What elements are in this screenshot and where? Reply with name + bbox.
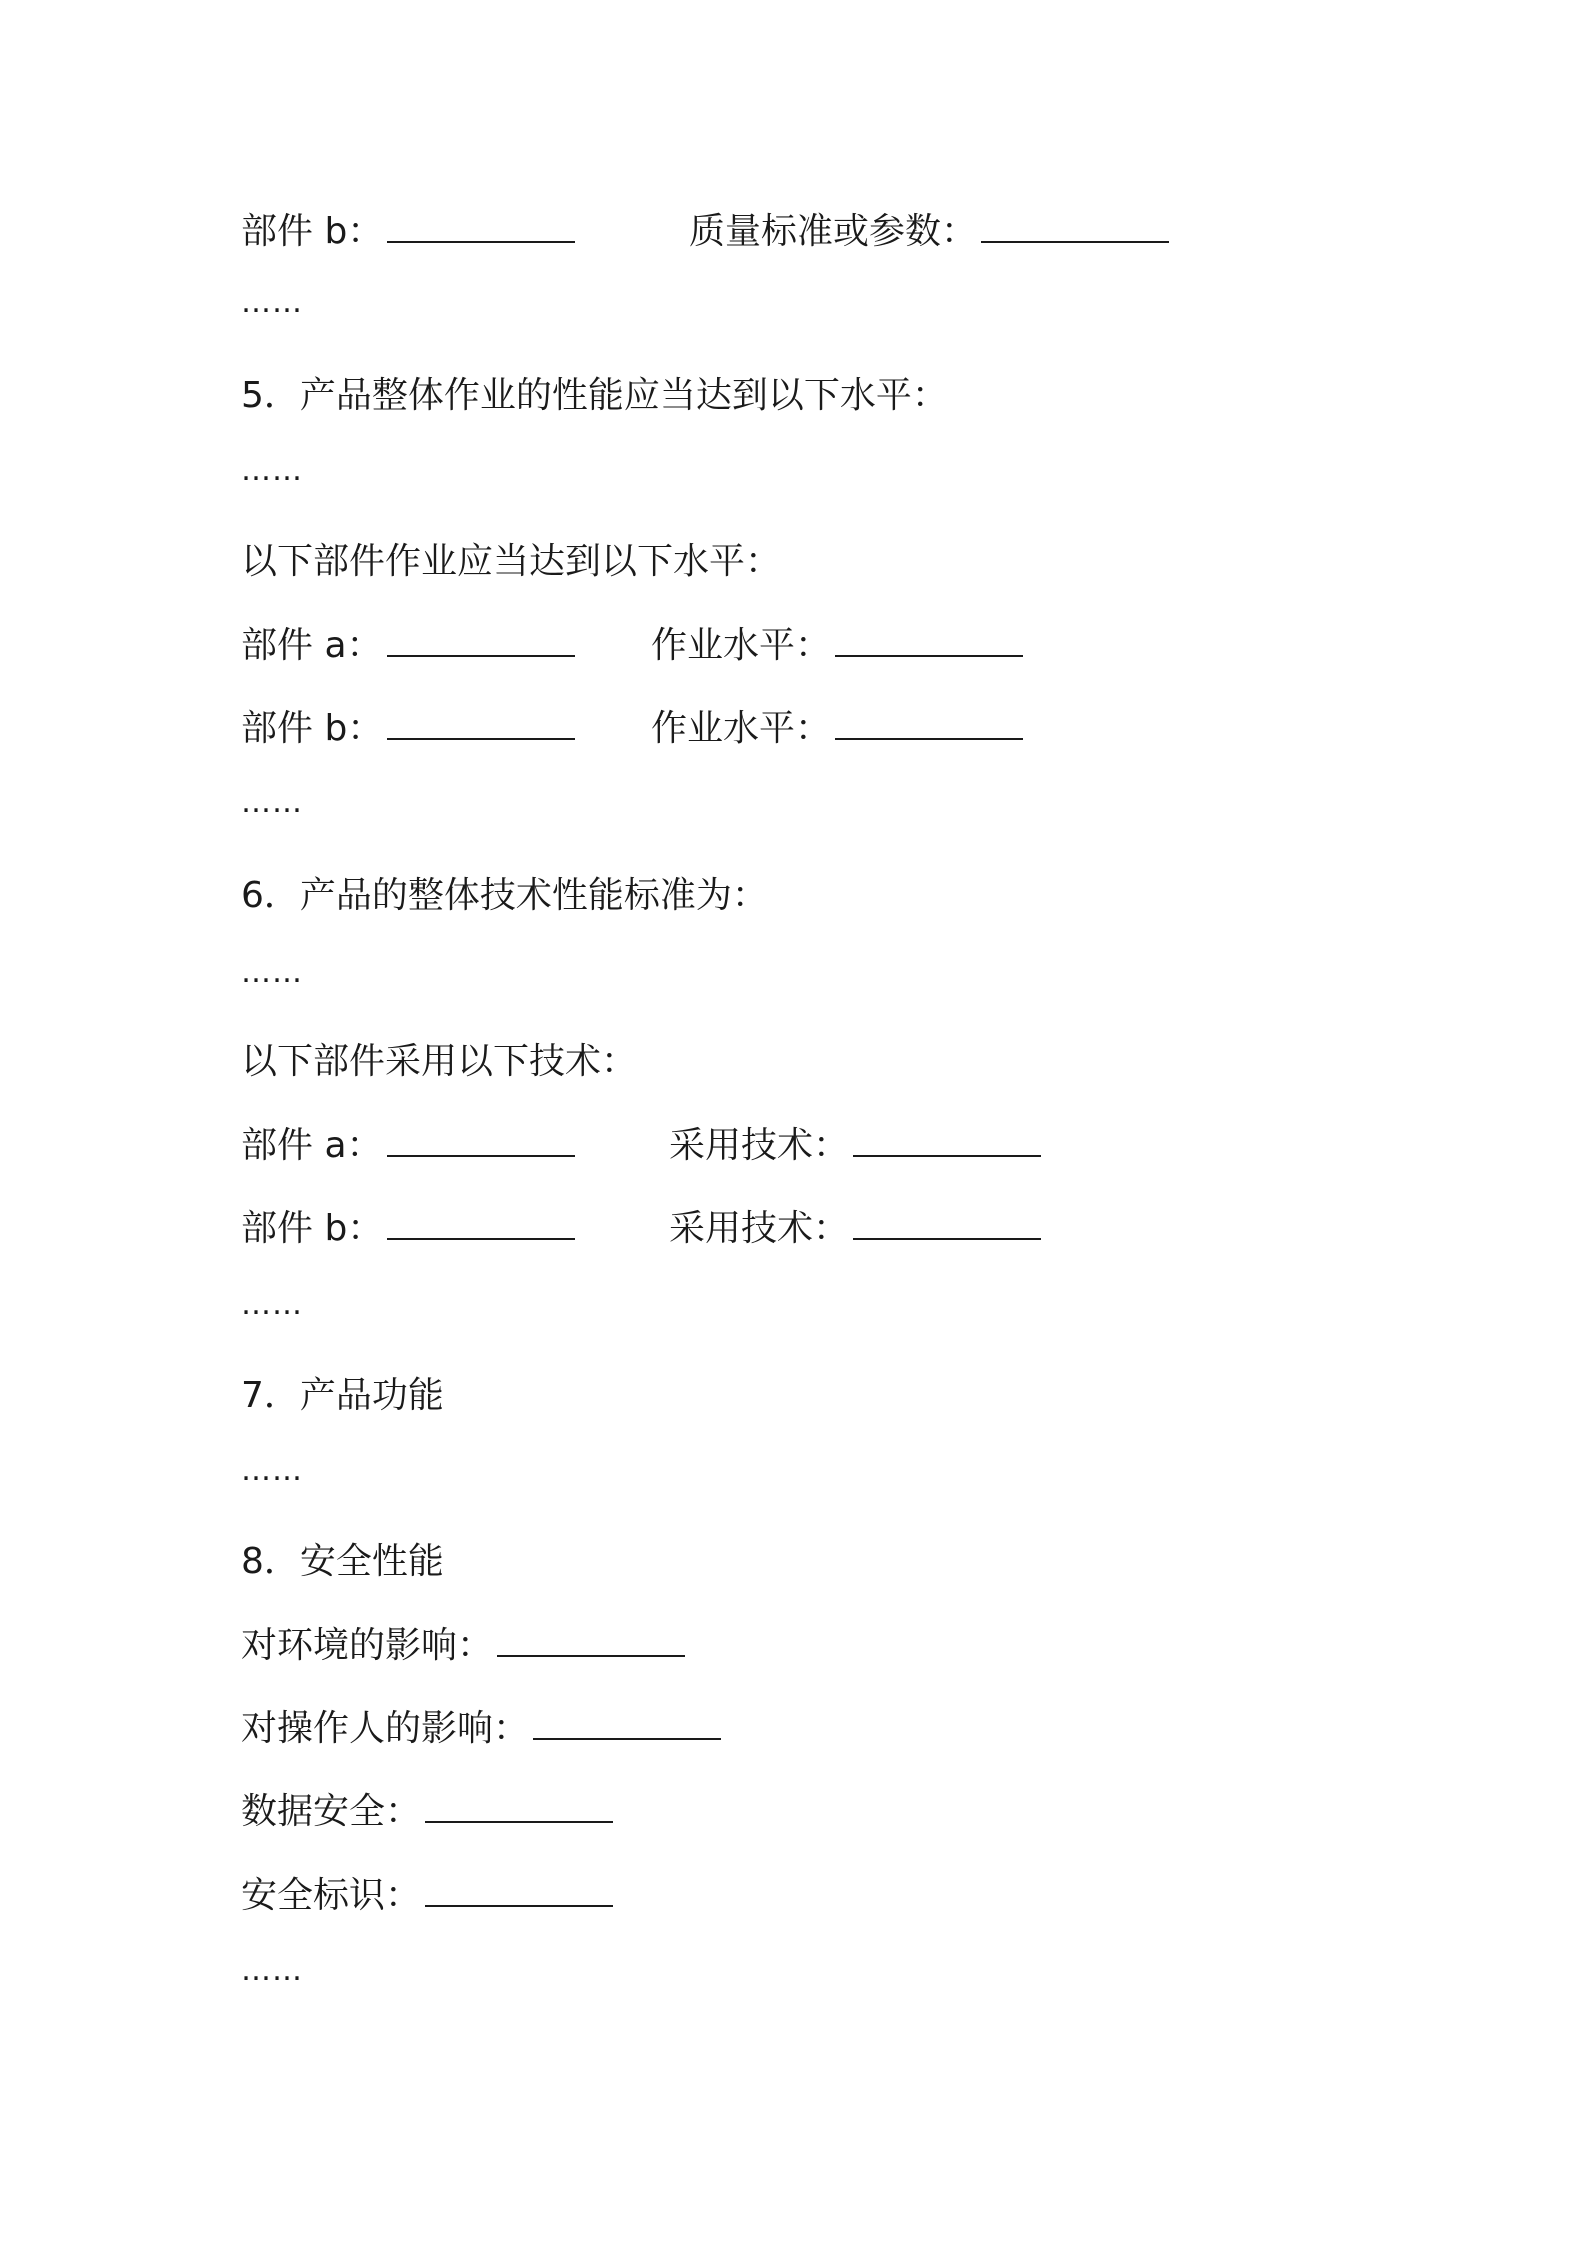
blank-field[interactable] [425, 1875, 613, 1907]
ellipsis: …… [241, 1287, 303, 1322]
field-label: 质量标准或参数： [689, 211, 978, 252]
field-row-environment-impact [241, 1624, 685, 1668]
blank-field[interactable] [387, 708, 575, 740]
section-heading-6: 6．产品的整体技术性能标准为： [241, 875, 768, 916]
blank-field[interactable] [387, 1125, 575, 1157]
field-label: 安全标识： [241, 1875, 422, 1916]
blank-field[interactable] [835, 708, 1023, 740]
blank-field[interactable] [853, 1125, 1041, 1157]
blank-field[interactable] [425, 1791, 613, 1823]
ellipsis: …… [241, 785, 303, 820]
blank-field[interactable] [387, 625, 575, 657]
field-label: 部件 a： [241, 625, 383, 666]
field-label: 采用技术： [669, 1125, 850, 1166]
blank-field[interactable] [497, 1625, 685, 1657]
section-heading-8: 8．安全性能 [241, 1541, 444, 1582]
field-label: 部件 a： [241, 1125, 383, 1166]
blank-field[interactable] [853, 1208, 1041, 1240]
section-heading-5: 5．产品整体作业的性能应当达到以下水平： [241, 375, 948, 416]
blank-field[interactable] [533, 1708, 721, 1740]
field-label: 部件 b： [241, 708, 384, 749]
field-label: 对环境的影响： [241, 1625, 494, 1666]
field-label: 对操作人的影响： [241, 1708, 530, 1749]
blank-field[interactable] [387, 211, 575, 243]
field-label: 部件 b： [241, 211, 384, 252]
blank-field[interactable] [835, 625, 1023, 657]
ellipsis: …… [241, 1953, 303, 1988]
field-row-safety-label [241, 1874, 613, 1918]
ellipsis: …… [241, 955, 303, 990]
field-label: 作业水平： [651, 708, 832, 749]
blank-field[interactable] [387, 1208, 575, 1240]
field-row-data-security [241, 1790, 613, 1834]
field-label: 部件 b： [241, 1208, 384, 1249]
ellipsis: …… [241, 453, 303, 488]
field-row-operator-impact [241, 1707, 721, 1751]
ellipsis: …… [241, 1453, 303, 1488]
paragraph-text: 以下部件采用以下技术： [241, 1041, 638, 1082]
field-label: 作业水平： [651, 625, 832, 666]
section-heading-7: 7．产品功能 [241, 1375, 444, 1416]
field-label: 数据安全： [241, 1791, 422, 1832]
ellipsis: …… [241, 285, 303, 320]
blank-field[interactable] [981, 211, 1169, 243]
paragraph-text: 以下部件作业应当达到以下水平： [241, 541, 782, 582]
field-label: 采用技术： [669, 1208, 850, 1249]
